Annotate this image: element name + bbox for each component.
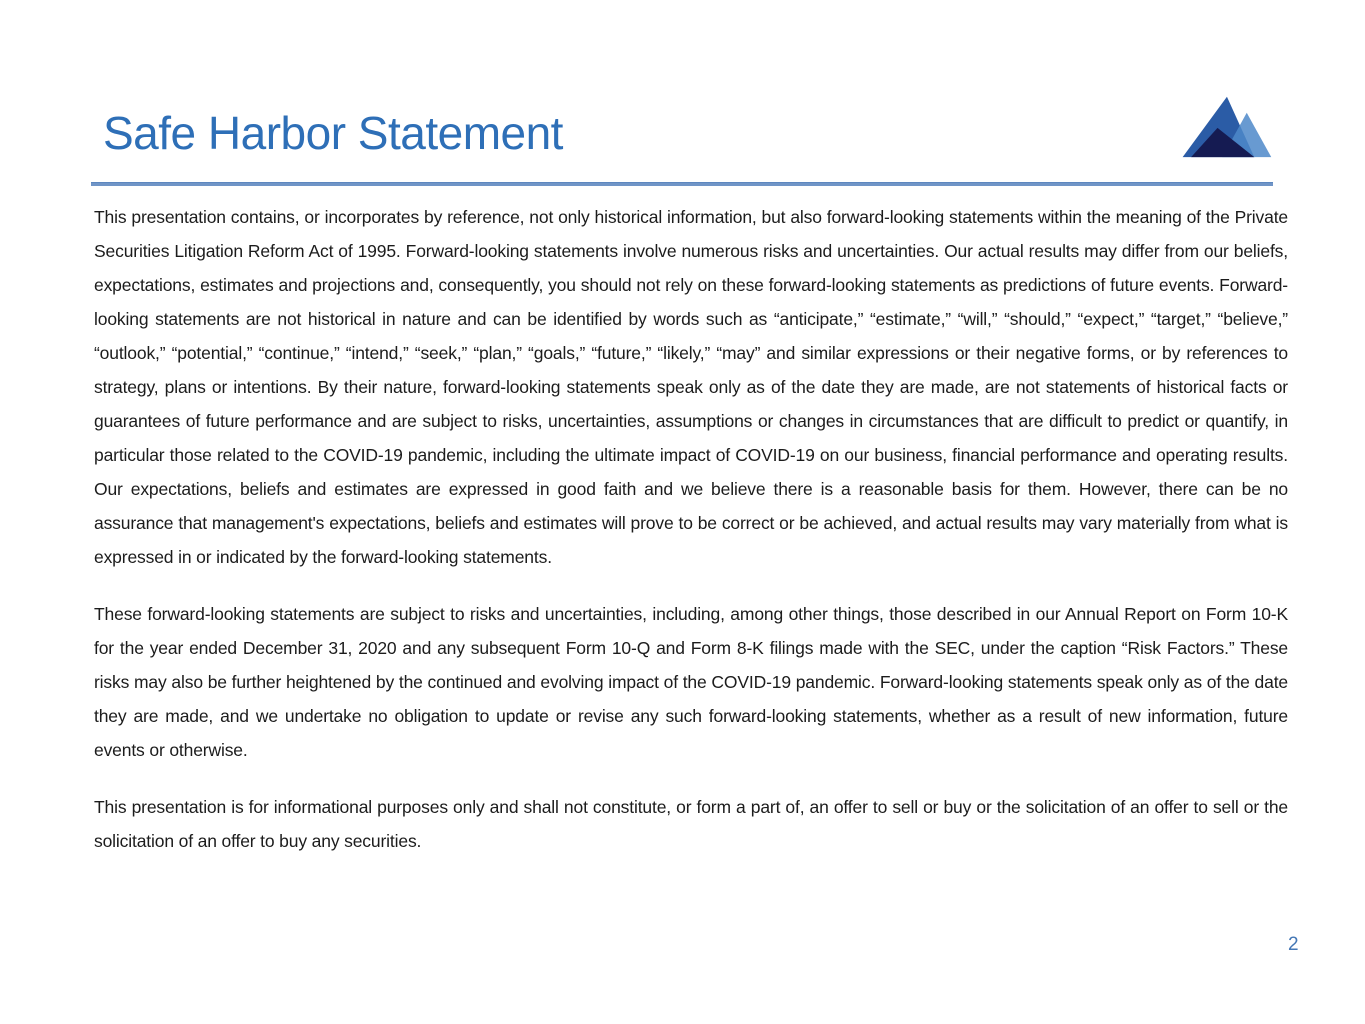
slide-title: Safe Harbor Statement [103,107,563,159]
page-number: 2 [1288,934,1299,955]
mountain-logo-icon [1178,93,1274,159]
title-divider-rule [91,182,1273,186]
safe-harbor-text [94,200,1288,858]
paragraph-forward-looking-statements: This presentation contains, or incorporates by reference, not only historical information, but also forward-looking statements within the meaning of the Private Securities Litigation Reform Act of 1995. Forward-looking statements involve numerous risks and uncertainties. Our actual results may differ from our beliefs, expectations, estimates and projections and, consequently, you should not rely on these forward-looking statements as predictions of future events. Forward-looking statements are not historical in nature and can be identified by words such as “anticipate,” “estimate,” “will,” “should,” “expect,” “target,” “believe,” “outlook,” “potential,” “continue,” “intend,” “seek,” “plan,” “goals,” “future,” “likely,” “may” and similar expressions or their negative forms, or by references to strategy, plans or intentions. By their nature, forward-looking statements speak only as of the date they are made, are not statements of historical facts or guarantees of future performance and are subject to risks, uncertainties, assumptions or changes in circumstances that are difficult to predict or quantify, in particular those related to the COVID-19 pandemic, including the ultimate impact of COVID-19 on our business, financial performance and operating results. Our expectations, beliefs and estimates are expressed in good faith and we believe there is a reasonable basis for them. However, there can be no assurance that management's expectations, beliefs and estimates will prove to be correct or be achieved, and actual results may vary materially from what is expressed in or indicated by the forward-looking statements. [94,207,1288,567]
paragraph-informational-purposes: This presentation is for informational purposes only and shall not constitute, or form a part of, an offer to sell or buy or the solicitation of an offer to sell or the solicitation of an offer to buy any securities. [94,797,1288,851]
paragraph-risk-factors: These forward-looking statements are subject to risks and uncertainties, including, among other things, those described in our Annual Report on Form 10-K for the year ended December 31, 2020 and any subsequent Form 10-Q and Form 8-K filings made with the SEC, under the caption “Risk Factors.” These risks may also be further heightened by the continued and evolving impact of the COVID-19 pandemic. Forward-looking statements speak only as of the date they are made, and we undertake no obligation to update or revise any such forward-looking statements, whether as a result of new information, future events or otherwise. [94,604,1288,760]
